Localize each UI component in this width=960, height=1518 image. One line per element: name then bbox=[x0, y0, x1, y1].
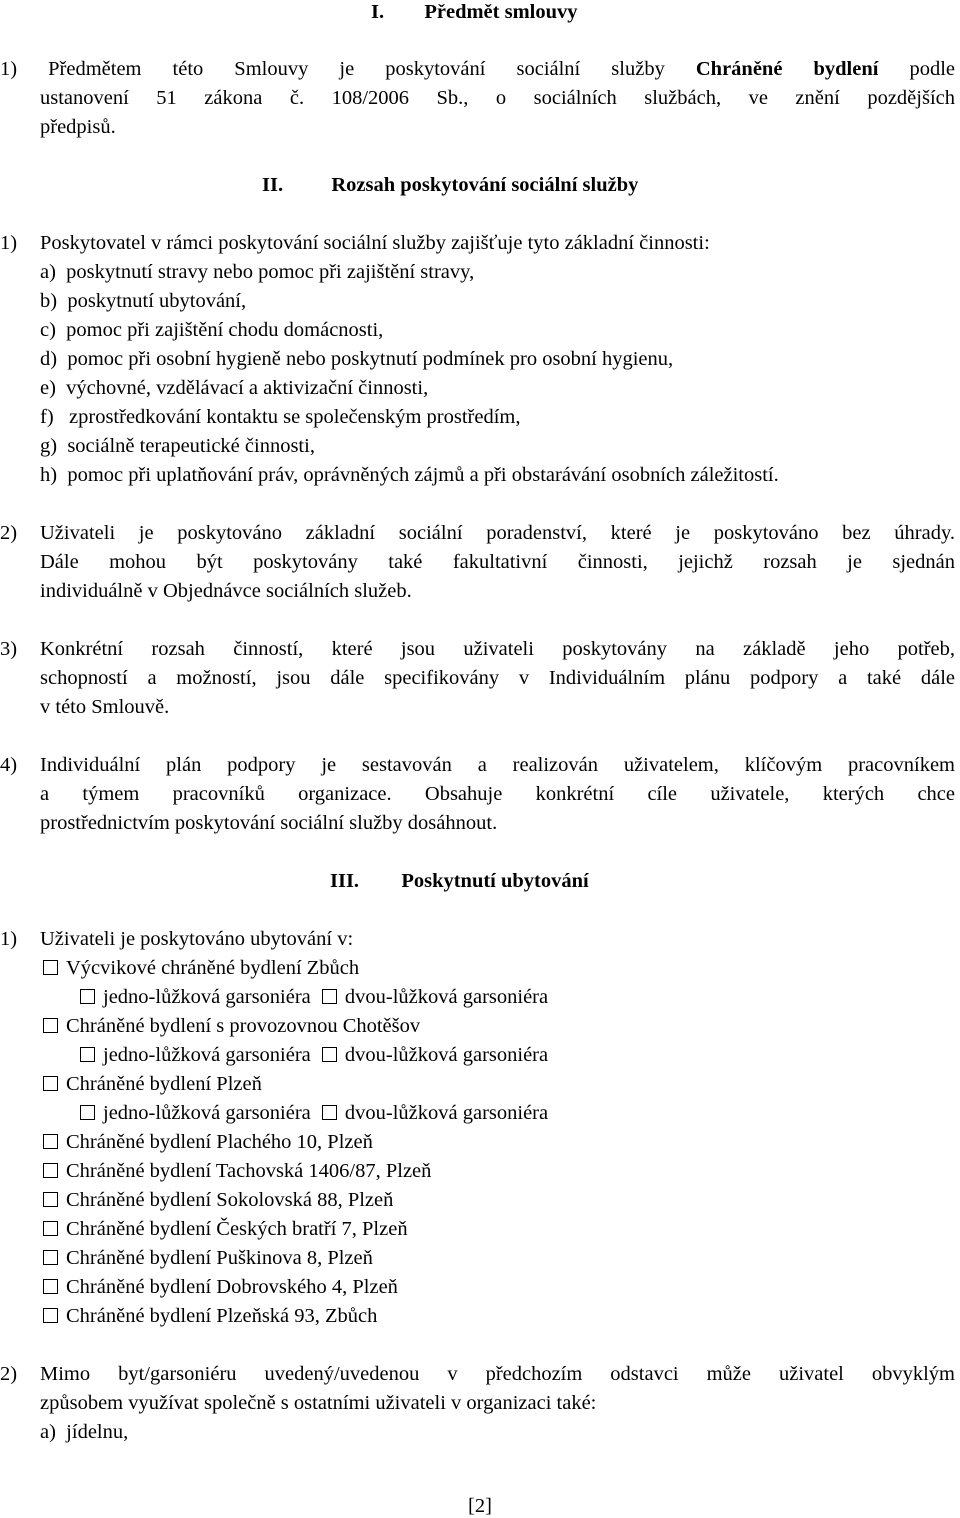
list-item-e: e) výchovné, vzdělávací a aktivizační činnosti, bbox=[40, 377, 429, 399]
checkbox-icon[interactable] bbox=[43, 1308, 58, 1323]
section-2-paragraph-1-intro bbox=[0, 231, 710, 255]
single-room-label: jedno-lůžková garsoniéra bbox=[103, 1044, 311, 1066]
list-item-d: d) pomoc při osobní hygieně nebo poskytnutí podmínek pro osobní hygienu, bbox=[40, 348, 674, 370]
housing-option-chotesov bbox=[43, 1014, 420, 1038]
paragraph-number: 1) bbox=[0, 232, 18, 254]
section-3-paragraph-1-intro bbox=[0, 927, 353, 951]
checkbox-icon[interactable] bbox=[43, 960, 58, 975]
double-room-label: dvou-lůžková garsoniéra bbox=[344, 1044, 549, 1066]
checkbox-icon[interactable] bbox=[43, 1163, 58, 1178]
housing-option-zbuch-training bbox=[43, 956, 359, 980]
housing-option-dobrovskeho bbox=[43, 1275, 398, 1299]
checkbox-icon[interactable] bbox=[43, 1279, 58, 1294]
section-2-paragraph-4-line-2: a týmem pracovníků organizace. Obsahuje konkrétní cíle uživatele, kterých chce bbox=[40, 783, 955, 805]
housing-option-sokolovska bbox=[43, 1188, 393, 1212]
section-2-paragraph-4-line-1 bbox=[0, 753, 955, 777]
section-1-title: Předmět smlouvy bbox=[424, 1, 578, 23]
section-1-paragraph-1-line-1 bbox=[0, 57, 955, 81]
section-2-paragraph-3-line-3: v této Smlouvě. bbox=[40, 696, 170, 718]
list-item-h: h) pomoc při uplatňování práv, oprávněných zájmů a při obstarávání osobních záležitostí. bbox=[40, 464, 779, 486]
room-type-row bbox=[80, 985, 548, 1009]
section-2-title: Rozsah poskytování sociální služby bbox=[331, 174, 639, 196]
double-room-label: dvou-lůžková garsoniéra bbox=[344, 986, 549, 1008]
single-room-label: jedno-lůžková garsoniéra bbox=[103, 1102, 311, 1124]
paragraph-number: 3) bbox=[0, 638, 18, 660]
section-1-heading bbox=[371, 0, 578, 24]
list-item-c: c) pomoc při zajištění chodu domácnosti, bbox=[40, 319, 384, 341]
option-label: Chráněné bydlení Puškinova 8, Plzeň bbox=[66, 1247, 373, 1269]
text: Individuální plán podpory je sestavován a realizován uživatelem, klíčovým pracovníkem bbox=[40, 754, 955, 776]
section-3-paragraph-2-line-2: způsobem využívat společně s ostatními uživateli v organizaci také: bbox=[40, 1392, 597, 1414]
paragraph-number: 4) bbox=[0, 754, 18, 776]
text: Konkrétní rozsah činností, které jsou uživateli poskytovány na základě jeho potřeb, bbox=[40, 638, 955, 660]
text: Poskytovatel v rámci poskytování sociální služby zajišťuje tyto základní činnosti: bbox=[40, 232, 710, 254]
section-1-paragraph-1-line-2: ustanovení 51 zákona č. 108/2006 Sb., o sociálních službách, ve znění pozdějších bbox=[40, 87, 955, 109]
section-3-title: Poskytnutí ubytování bbox=[401, 870, 589, 892]
checkbox-icon[interactable] bbox=[322, 1047, 337, 1062]
section-1-number: I. bbox=[371, 1, 385, 23]
checkbox-icon[interactable] bbox=[43, 1076, 58, 1091]
housing-option-tachovska bbox=[43, 1159, 431, 1183]
section-2-paragraph-3-line-1 bbox=[0, 637, 955, 661]
list-item-a: a) poskytnutí stravy nebo pomoc při zajištění stravy, bbox=[40, 261, 475, 283]
paragraph-number: 2) bbox=[0, 522, 18, 544]
option-label: Chráněné bydlení Tachovská 1406/87, Plzeň bbox=[66, 1160, 432, 1182]
checkbox-icon[interactable] bbox=[80, 989, 95, 1004]
checkbox-icon[interactable] bbox=[43, 1192, 58, 1207]
checkbox-icon[interactable] bbox=[43, 1134, 58, 1149]
section-2-paragraph-2-line-1 bbox=[0, 521, 955, 545]
single-room-label: jedno-lůžková garsoniéra bbox=[103, 986, 311, 1008]
section-3-paragraph-2-line-1 bbox=[0, 1362, 955, 1386]
text: podle bbox=[909, 58, 956, 80]
section-2-paragraph-2-line-3: individuálně v Objednávce sociálních služeb. bbox=[40, 580, 412, 602]
checkbox-icon[interactable] bbox=[322, 989, 337, 1004]
housing-option-plzenska bbox=[43, 1304, 377, 1328]
text: Uživateli je poskytováno základní sociální poradenství, které je poskytováno bez úhrady. bbox=[40, 522, 955, 544]
checkbox-icon[interactable] bbox=[43, 1221, 58, 1236]
list-item-g: g) sociálně terapeutické činnosti, bbox=[40, 435, 315, 457]
room-type-row bbox=[80, 1043, 548, 1067]
checkbox-icon[interactable] bbox=[43, 1018, 58, 1033]
option-label: Chráněné bydlení Plachého 10, Plzeň bbox=[66, 1131, 373, 1153]
section-2-heading bbox=[262, 173, 638, 197]
option-label: Chráněné bydlení s provozovnou Chotěšov bbox=[66, 1015, 421, 1037]
section-2-number: II. bbox=[262, 174, 284, 196]
double-room-label: dvou-lůžková garsoniéra bbox=[344, 1102, 549, 1124]
option-label: Chráněné bydlení Sokolovská 88, Plzeň bbox=[66, 1189, 394, 1211]
option-label: Chráněné bydlení Českých bratří 7, Plzeň bbox=[66, 1218, 408, 1240]
housing-option-ceskych-bratri bbox=[43, 1217, 408, 1241]
checkbox-icon[interactable] bbox=[322, 1105, 337, 1120]
section-2-paragraph-2-line-2: Dále mohou být poskytovány také fakultativní činnosti, jejichž rozsah je sjednán bbox=[40, 551, 955, 573]
text: Mimo byt/garsoniéru uvedený/uvedenou v předchozím odstavci může uživatel obvyklým bbox=[40, 1363, 955, 1385]
checkbox-icon[interactable] bbox=[80, 1047, 95, 1062]
paragraph-number: 1) bbox=[0, 58, 18, 80]
option-label: Chráněné bydlení Plzeňská 93, Zbůch bbox=[66, 1305, 378, 1327]
housing-option-puskinova bbox=[43, 1246, 373, 1270]
text: Uživateli je poskytováno ubytování v: bbox=[40, 928, 354, 950]
page-number: [2] bbox=[468, 1495, 492, 1517]
option-label: Výcvikové chráněné bydlení Zbůch bbox=[66, 957, 360, 979]
text: Předmětem této Smlouvy je poskytování sociální služby bbox=[48, 58, 665, 80]
section-3-paragraph-2-item-a: a) jídelnu, bbox=[40, 1421, 129, 1443]
section-2-paragraph-3-line-2: schopností a možností, jsou dále specifikovány v Individuálním plánu podpory a také dále bbox=[40, 667, 955, 689]
paragraph-number: 2) bbox=[0, 1363, 18, 1385]
section-2-paragraph-4-line-3: prostřednictvím poskytování sociální služby dosáhnout. bbox=[40, 812, 498, 834]
paragraph-number: 1) bbox=[0, 928, 18, 950]
option-label: Chráněné bydlení Dobrovského 4, Plzeň bbox=[66, 1276, 398, 1298]
section-1-paragraph-1-line-3: předpisů. bbox=[40, 116, 116, 138]
checkbox-icon[interactable] bbox=[80, 1105, 95, 1120]
list-item-b: b) poskytnutí ubytování, bbox=[40, 290, 247, 312]
option-label: Chráněné bydlení Plzeň bbox=[66, 1073, 262, 1095]
section-3-number: III. bbox=[330, 870, 360, 892]
housing-option-plzen bbox=[43, 1072, 262, 1096]
checkbox-icon[interactable] bbox=[43, 1250, 58, 1265]
section-3-heading bbox=[330, 869, 589, 893]
service-name: Chráněné bydlení bbox=[695, 58, 879, 80]
list-item-f: f) zprostředkování kontaktu se společenským prostředím, bbox=[40, 406, 521, 428]
room-type-row bbox=[80, 1101, 548, 1125]
housing-option-placheho bbox=[43, 1130, 373, 1154]
